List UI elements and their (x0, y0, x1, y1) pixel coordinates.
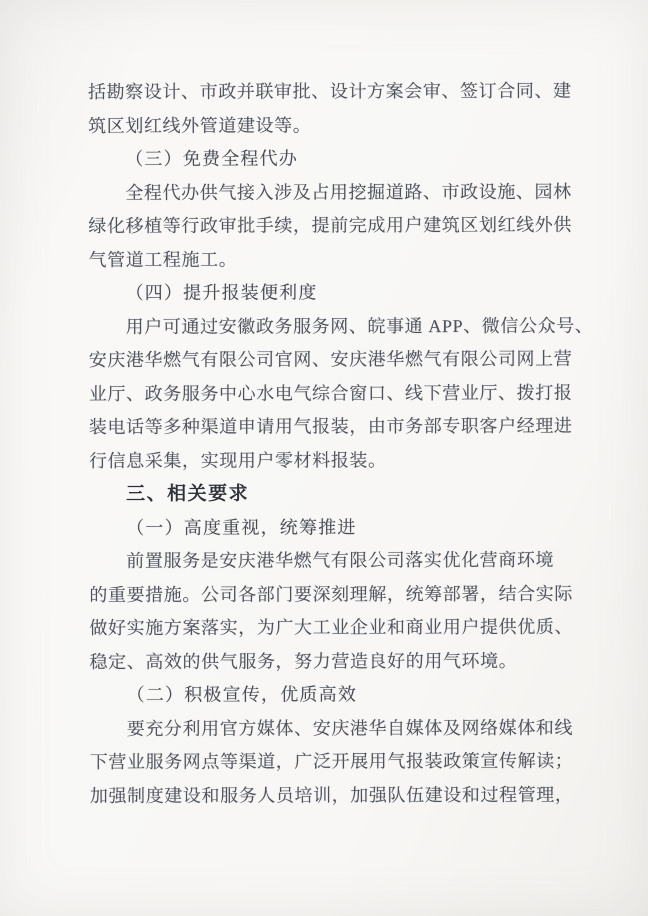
document-line: 稳定、高效的供气服务，努力营造良好的用气环境。 (89, 650, 518, 672)
document-line: 行信息采集，实现用户零材料报装。 (88, 449, 387, 471)
section-heading: （一）高度重视，统筹推进 (126, 516, 357, 538)
document-line: 加强制度建设和服务人员培训，加强队伍建设和过程管理， (89, 784, 574, 806)
document-line: 气管道工程施工。 (88, 249, 238, 270)
document-line: 括勘察设计、市政并联审批、设计方案会审、签订合同、建 (88, 80, 572, 102)
document-line: 的重要措施。公司各部门要深刻理解，统筹部署，结合实际 (89, 583, 573, 605)
document-line: 装电话等多种渠道申请用气报装，由市务部专职客户经理进 (88, 415, 573, 437)
document-line: 做好实施方案落实，为广大工业企业和商业用户提供优质、 (89, 616, 574, 638)
section-heading: （三）免费全程代办 (125, 148, 299, 169)
section-heading: （二）积极宣传，优质高效 (126, 684, 358, 705)
document-line: 安庆港华燃气有限公司官网、安庆港华燃气有限公司网上营 (88, 348, 573, 370)
document-line: 绿化移植等行政审批手续，提前完成用户建筑区划红线外供 (88, 214, 573, 236)
document-line: 筑区划红线外管道建设等。 (88, 114, 312, 136)
document-line: 全程代办供气接入涉及占用挖掘道路、市政设施、园林 (125, 181, 572, 203)
document-line: 业厅、政务服务中心水电气综合窗口、线下营业厅、拨打报 (88, 382, 573, 404)
section-heading: 三、相关要求 (126, 483, 250, 505)
document-line: 前置服务是安庆港华燃气有限公司落实优化营商环境 (126, 549, 555, 571)
document-line: 用户可通过安徽政务服务网、皖事通 APP、微信公众号、 (125, 315, 594, 337)
section-heading: （四）提升报装便利度 (125, 282, 318, 303)
document-line: 下营业服务网点等渠道，广泛开展用气报装政策宣传解读； (89, 750, 574, 772)
document-body (88, 75, 594, 813)
document-line: 要充分利用官方媒体、安庆港华自媒体及网络媒体和线 (126, 717, 574, 739)
